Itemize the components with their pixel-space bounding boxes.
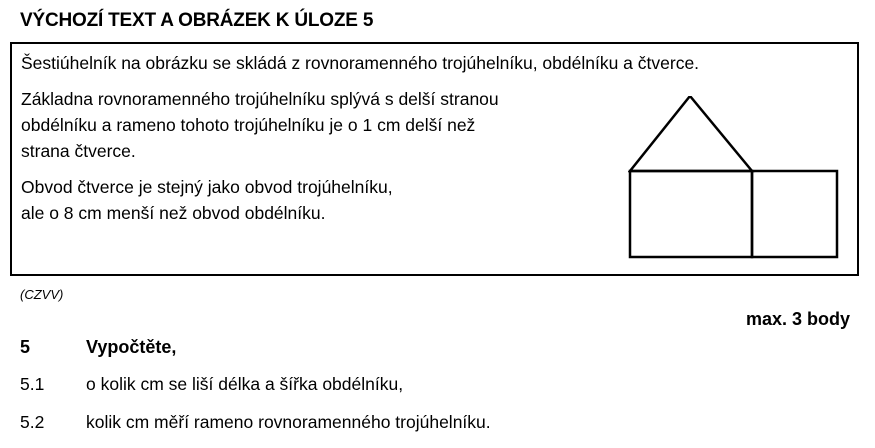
subtask-text: kolik cm měří rameno rovnoramenného trojúhelníku.	[86, 412, 491, 432]
starting-text-box	[10, 42, 859, 276]
intro-line: Obvod čtverce je stejný jako obvod trojúhelníku,	[21, 177, 393, 197]
square	[752, 171, 837, 257]
rectangle	[630, 171, 752, 257]
subtask-number: 5.1	[20, 374, 45, 394]
intro-line: Základna rovnoramenného trojúhelníku splývá s delší stranou	[21, 89, 499, 109]
intro-line: Šestiúhelník na obrázku se skládá z rovnoramenného trojúhelníku, obdélníku a čtverce.	[21, 53, 700, 73]
hexagon-figure	[628, 96, 844, 306]
source-label: (CZVV)	[20, 287, 64, 302]
intro-line: strana čtverce.	[21, 141, 136, 161]
isosceles-triangle	[630, 96, 752, 171]
subtask-number: 5.2	[20, 412, 45, 432]
max-points-label: max. 3 body	[745, 309, 850, 329]
task-number: 5	[20, 337, 31, 357]
intro-line: ale o 8 cm menší než obvod obdélníku.	[21, 203, 326, 223]
subtask-text: o kolik cm se liší délka a šířka obdélníku,	[86, 374, 404, 394]
intro-line: obdélníku a rameno tohoto trojúhelníku je o 1 cm delší než	[21, 115, 476, 135]
task-instruction: Vypočtěte,	[86, 337, 177, 357]
section-heading: VÝCHOZÍ TEXT A OBRÁZEK K ÚLOZE 5	[20, 10, 374, 31]
